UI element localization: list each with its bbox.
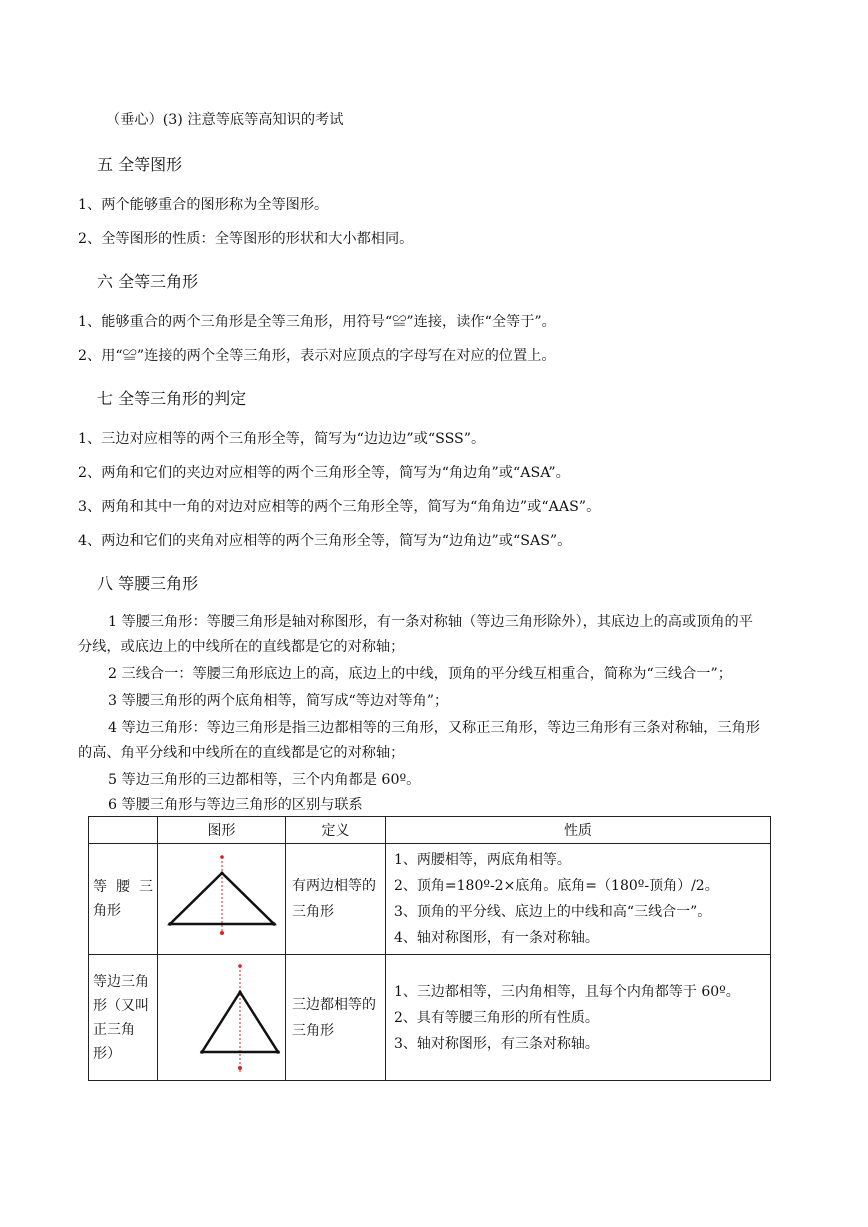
table-header-row — [89, 817, 771, 844]
axis-point — [238, 1066, 242, 1070]
axis-point — [220, 931, 224, 935]
text-line: 1、三边对应相等的两个三角形全等，简写为“边边边”或“SSS”。 — [78, 431, 486, 447]
table-header-figure: 图形 — [158, 817, 286, 844]
axis-point — [238, 964, 242, 968]
table-row-equilateral — [89, 955, 771, 1081]
row-definition: 三边都相等的三角形 — [286, 955, 386, 1081]
text-line: 的高、角平分线和中线所在的直线都是它的对称轴； — [78, 745, 405, 761]
equilateral-triangle-diagram — [160, 958, 284, 1078]
text-line: 1、两个能够重合的图形称为全等图形。 — [78, 197, 329, 213]
property-item: 1、三边都相等，三内角相等，且每个内角都等于 60º。 — [394, 983, 740, 1000]
isosceles-triangle-diagram — [160, 847, 284, 951]
property-item: 1、两腰相等，两底角相等。 — [394, 852, 571, 868]
axis-point — [220, 855, 224, 859]
text-line: 2、用“≌”连接的两个全等三角形，表示对应顶点的字母写在对应的位置上。 — [78, 348, 556, 364]
property-item: 3、顶角的平分线、底边上的中线和高“三线合一”。 — [394, 904, 712, 920]
vertex-point — [168, 922, 172, 926]
text-line: 3、两角和其中一角的对边对应相等的两个三角形全等，简写为“角角边”或“AAS”。 — [78, 499, 601, 515]
row-properties — [386, 955, 771, 1081]
vertex-point — [276, 1050, 280, 1054]
text-line: 5 等边三角形的三边都相等，三个内角都是 60º。 — [108, 772, 421, 788]
section-heading-isosceles: 八 等腰三角形 — [97, 574, 199, 593]
table-row-isosceles — [89, 844, 771, 955]
table-header-properties: 性质 — [386, 817, 771, 844]
section-heading-congruence-criteria: 七 全等三角形的判定 — [97, 389, 247, 408]
table-header-definition: 定义 — [286, 817, 386, 844]
vertex-point — [220, 872, 223, 875]
text-line: 2 三线合一：等腰三角形底边上的高，底边上的中线，顶角的平分线互相重合，简称为“三线合一”； — [108, 666, 732, 682]
isosceles-triangle-figure — [158, 844, 286, 955]
table-header-blank — [89, 817, 158, 844]
section-heading-congruent-figures: 五 全等图形 — [97, 155, 183, 174]
property-item: 2、顶角=180º-2×底角。底角=（180º-顶角）/2。 — [394, 878, 719, 894]
vertex-point — [238, 990, 241, 993]
vertex-point — [272, 922, 276, 926]
text-line: 3 等腰三角形的两个底角相等，简写成“等边对等角”； — [108, 693, 449, 709]
vertex-point — [200, 1050, 204, 1054]
property-item: 2、具有等腰三角形的所有性质。 — [394, 1009, 599, 1026]
text-line: 分线，或底边上的中线所在的直线都是它的对称轴； — [78, 639, 405, 655]
text-line: 2、全等图形的性质：全等图形的形状和大小都相同。 — [78, 231, 414, 247]
text-line: 1 等腰三角形：等腰三角形是轴对称图形，有一条对称轴（等边三角形除外），其底边上的高或顶角的平 — [108, 614, 753, 630]
text-line: 1、能够重合的两个三角形是全等三角形，用符号“≌”连接，读作“全等于”。 — [78, 314, 556, 330]
row-properties — [386, 844, 771, 955]
section-heading-congruent-triangles: 六 全等三角形 — [97, 272, 199, 291]
property-item: 3、轴对称图形，有三条对称轴。 — [394, 1035, 599, 1052]
text-line: 6 等腰三角形与等边三角形的区别与联系 — [108, 797, 363, 813]
text-line: 4、两边和它们的夹角对应相等的两个三角形全等，简写为“边角边”或“SAS”。 — [78, 533, 572, 549]
text-line: 4 等边三角形：等边三角形是指三边都相等的三角形，又称正三角形，等边三角形有三条对称轴，三角形 — [108, 720, 760, 736]
row-name: 等 腰 三角形 — [89, 844, 158, 955]
text-line-orthocenter: （垂心）(3) 注意等底等高知识的考试 — [106, 112, 344, 128]
row-name: 等边三角形（又叫正三角形） — [89, 955, 158, 1081]
row-definition: 有两边相等的三角形 — [286, 844, 386, 955]
comparison-table — [88, 816, 771, 1081]
equilateral-triangle-figure — [158, 955, 286, 1081]
property-item: 4、轴对称图形，有一条对称轴。 — [394, 930, 599, 946]
text-line: 2、两角和它们的夹边对应相等的两个三角形全等，简写为“角边角”或“ASA”。 — [78, 465, 570, 481]
